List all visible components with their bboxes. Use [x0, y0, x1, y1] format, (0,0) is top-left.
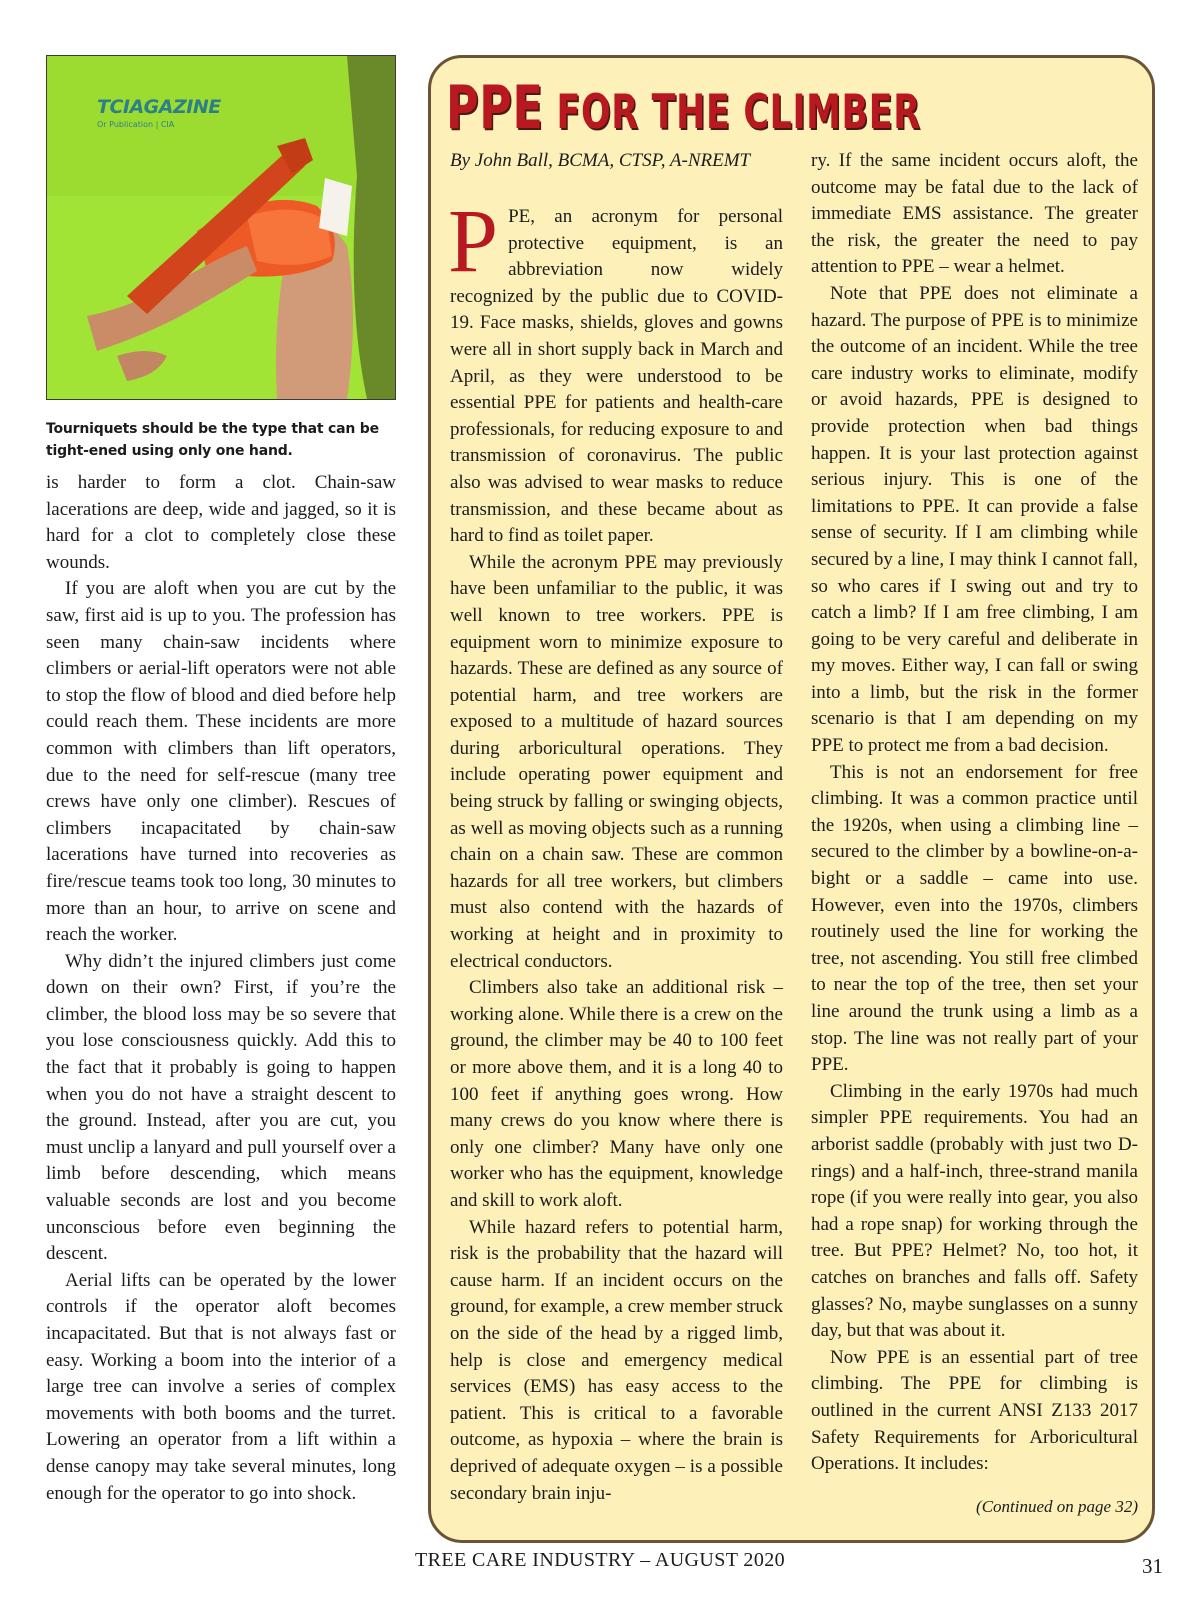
- left-paragraph: Aerial lifts can be operated by the lower controls if the operator aloft becomes incapacitated. But that is not always fast or easy. Working a boom into the interior of a large tree can involve a series of complex movements with both booms and the turret. Lowering an operator from a lift within a dense canopy may take several minutes, long enough for the operator to go into shock.: [46, 1269, 396, 1504]
- byline: By John Ball, BCMA, CTSP, A-NREMT: [450, 150, 751, 171]
- left-paragraph: If you are aloft when you are cut by the saw, first aid is up to you. The profession has seen many chain-saw incidents where climbers or aerial-lift operators were not able to stop the flow of blood and died before help could reach them. These incidents are more common with climbers than lift operators, due to the need for self-rescue (many tree crews have only one climber). Rescues of climbers incapacitated by chain-saw lacerations have turned into recoveries as fire/rescue teams took too long, 30 minutes to more than an hour, to arrive on scene and reach the worker.: [46, 578, 396, 946]
- photo-caption: Tourniquets should be the type that can be tight-ened using only one hand.: [46, 421, 379, 459]
- middle-paragraph: While hazard refers to potential harm, risk is the probability that the hazard will cause harm. If an incident occurs on the ground, for example, a crew member struck on the side of the head by a rigged limb, help is close and emergency medical services (EMS) has easy access to the patient. This is critical to a favorable outcome, as hypoxia – where the brain is deprived of adequate oxygen – is a possible secondary brain inju-: [450, 1216, 783, 1504]
- sidebar-headline: [446, 73, 921, 143]
- drop-cap: P: [448, 192, 499, 291]
- middle-paragraph: Climbers also take an additional risk – working alone. While there is a crew on the ground, the climber may be 40 to 100 feet or more above them, and it is a long 40 to 100 feet if anything goes wrong. How many crews do you know where there is only one climber? Many have only one worker who has the equipment, knowledge and skill to work aloft.: [450, 977, 783, 1211]
- headline-rest: FOR THE CLIMBER: [556, 85, 921, 140]
- right-paragraph: Now PPE is an essential part of tree climbing. The PPE for climbing is outlined in the current ANSI Z133 2017 Safety Requirements for Arboricultural Operations. It includes:: [811, 1346, 1138, 1475]
- right-paragraph: ry. If the same incident occurs aloft, the outcome may be fatal due to the lack of immediate EMS assistance. The greater the risk, the greater the need to pay attention to PPE – wear a helmet.: [811, 150, 1138, 278]
- continued-note: (Continued on page 32): [976, 1497, 1138, 1516]
- tourniquet-photo: [46, 55, 396, 400]
- shirt-logo-text: TCIAGAZINE: [97, 96, 221, 118]
- sidebar-right-column: [811, 148, 1138, 1478]
- first-paragraph-text: PE, an acronym for personal protective equipment, is an abbreviation now widely recognized by the public due to COVID-19. Face masks, shields, gloves and gowns were all in short supply back in March and April, as they were understood to be essential PPE for patients and health-care professionals, for reducing exposure to and transmission of coronavirus. The public also was advised to wear masks to reduce transmission, and these became about as hard to find as toilet paper.: [450, 206, 783, 547]
- page-footer: TREE CARE INDUSTRY – AUGUST 2020: [414, 1549, 786, 1571]
- left-paragraph: Why didn’t the injured climbers just come down on their own? First, if you’re the climber, the blood loss may be so severe that you lose consciousness quickly. Add this to the fact that it probably is going to happen when you do not have a straight descent to the ground. Instead, after you are cut, you must unclip a lanyard and pull yourself over a limb before descending, which means valuable seconds are lost and you become unconscious before even beginning the descent.: [46, 950, 396, 1265]
- left-paragraph: is harder to form a clot. Chain-saw lacerations are deep, wide and jagged, so it is hard for a clot to completely close these wounds.: [46, 472, 396, 573]
- middle-paragraph: While the acronym PPE may previously have been unfamiliar to the public, it was well known to tree workers. PPE is equipment worn to minimize exposure to hazards. These are defined as any source of potential harm, and tree workers are exposed to a multitude of hazard sources during arboricultural operations. They include operating power equipment and being struck by falling or swinging objects, as well as moving objects such as a running chain on a chain saw. These are common hazards for all tree workers, but climbers must also contend with the hazards of working at height and in proximity to electrical conductors.: [450, 551, 783, 972]
- right-paragraph: Climbing in the early 1970s had much simpler PPE requirements. You had an arborist saddle (probably with just two D-rings) and a half-inch, three-strand manila rope (if you were really into gear, you also had a rope snap) for working through the tree. But PPE? Helmet? No, too hot, it catches on branches and falls off. Safety glasses? No, maybe sunglasses on a sunny day, but that was about it.: [811, 1080, 1138, 1342]
- page-number: 31: [1142, 1554, 1163, 1578]
- shirt-logo-subtext: Or Publication | CIA: [97, 120, 175, 129]
- headline-ppe: PPE: [446, 73, 544, 143]
- sidebar-middle-column: [448, 192, 783, 1507]
- left-column-text: [46, 470, 396, 1507]
- right-paragraph: Note that PPE does not eliminate a hazard. The purpose of PPE is to minimize the outcome of an incident. While the tree care industry works to eliminate, modify or avoid hazards, PPE is designed to provide protection when bad things happen. It is your last protection against serious injury. This is one of the limitations to PPE. It can provide a false sense of security. If I am climbing while secured by a line, I may think I cannot fall, so who cares if I swing out and try to catch a limb? If I am free climbing, I am going to be very careful and deliberate in my moves. Either way, I can fall or swing into a limb, but the risk in the former scenario is that I am depending on my PPE to protect me from a bad decision.: [811, 282, 1138, 757]
- right-paragraph: This is not an endorsement for free climbing. It was a common practice until the 1920s, when using a climbing line – secured to the climber by a bowline-on-a-bight or a saddle – came into use. However, even into the 1970s, climbers routinely used the line for working the tree, not ascending. You still free climbed to near the top of the tree, then set your line around the trunk using a limb as a stop. The line was not really part of your PPE.: [811, 761, 1138, 1076]
- first-paragraph: [448, 192, 783, 550]
